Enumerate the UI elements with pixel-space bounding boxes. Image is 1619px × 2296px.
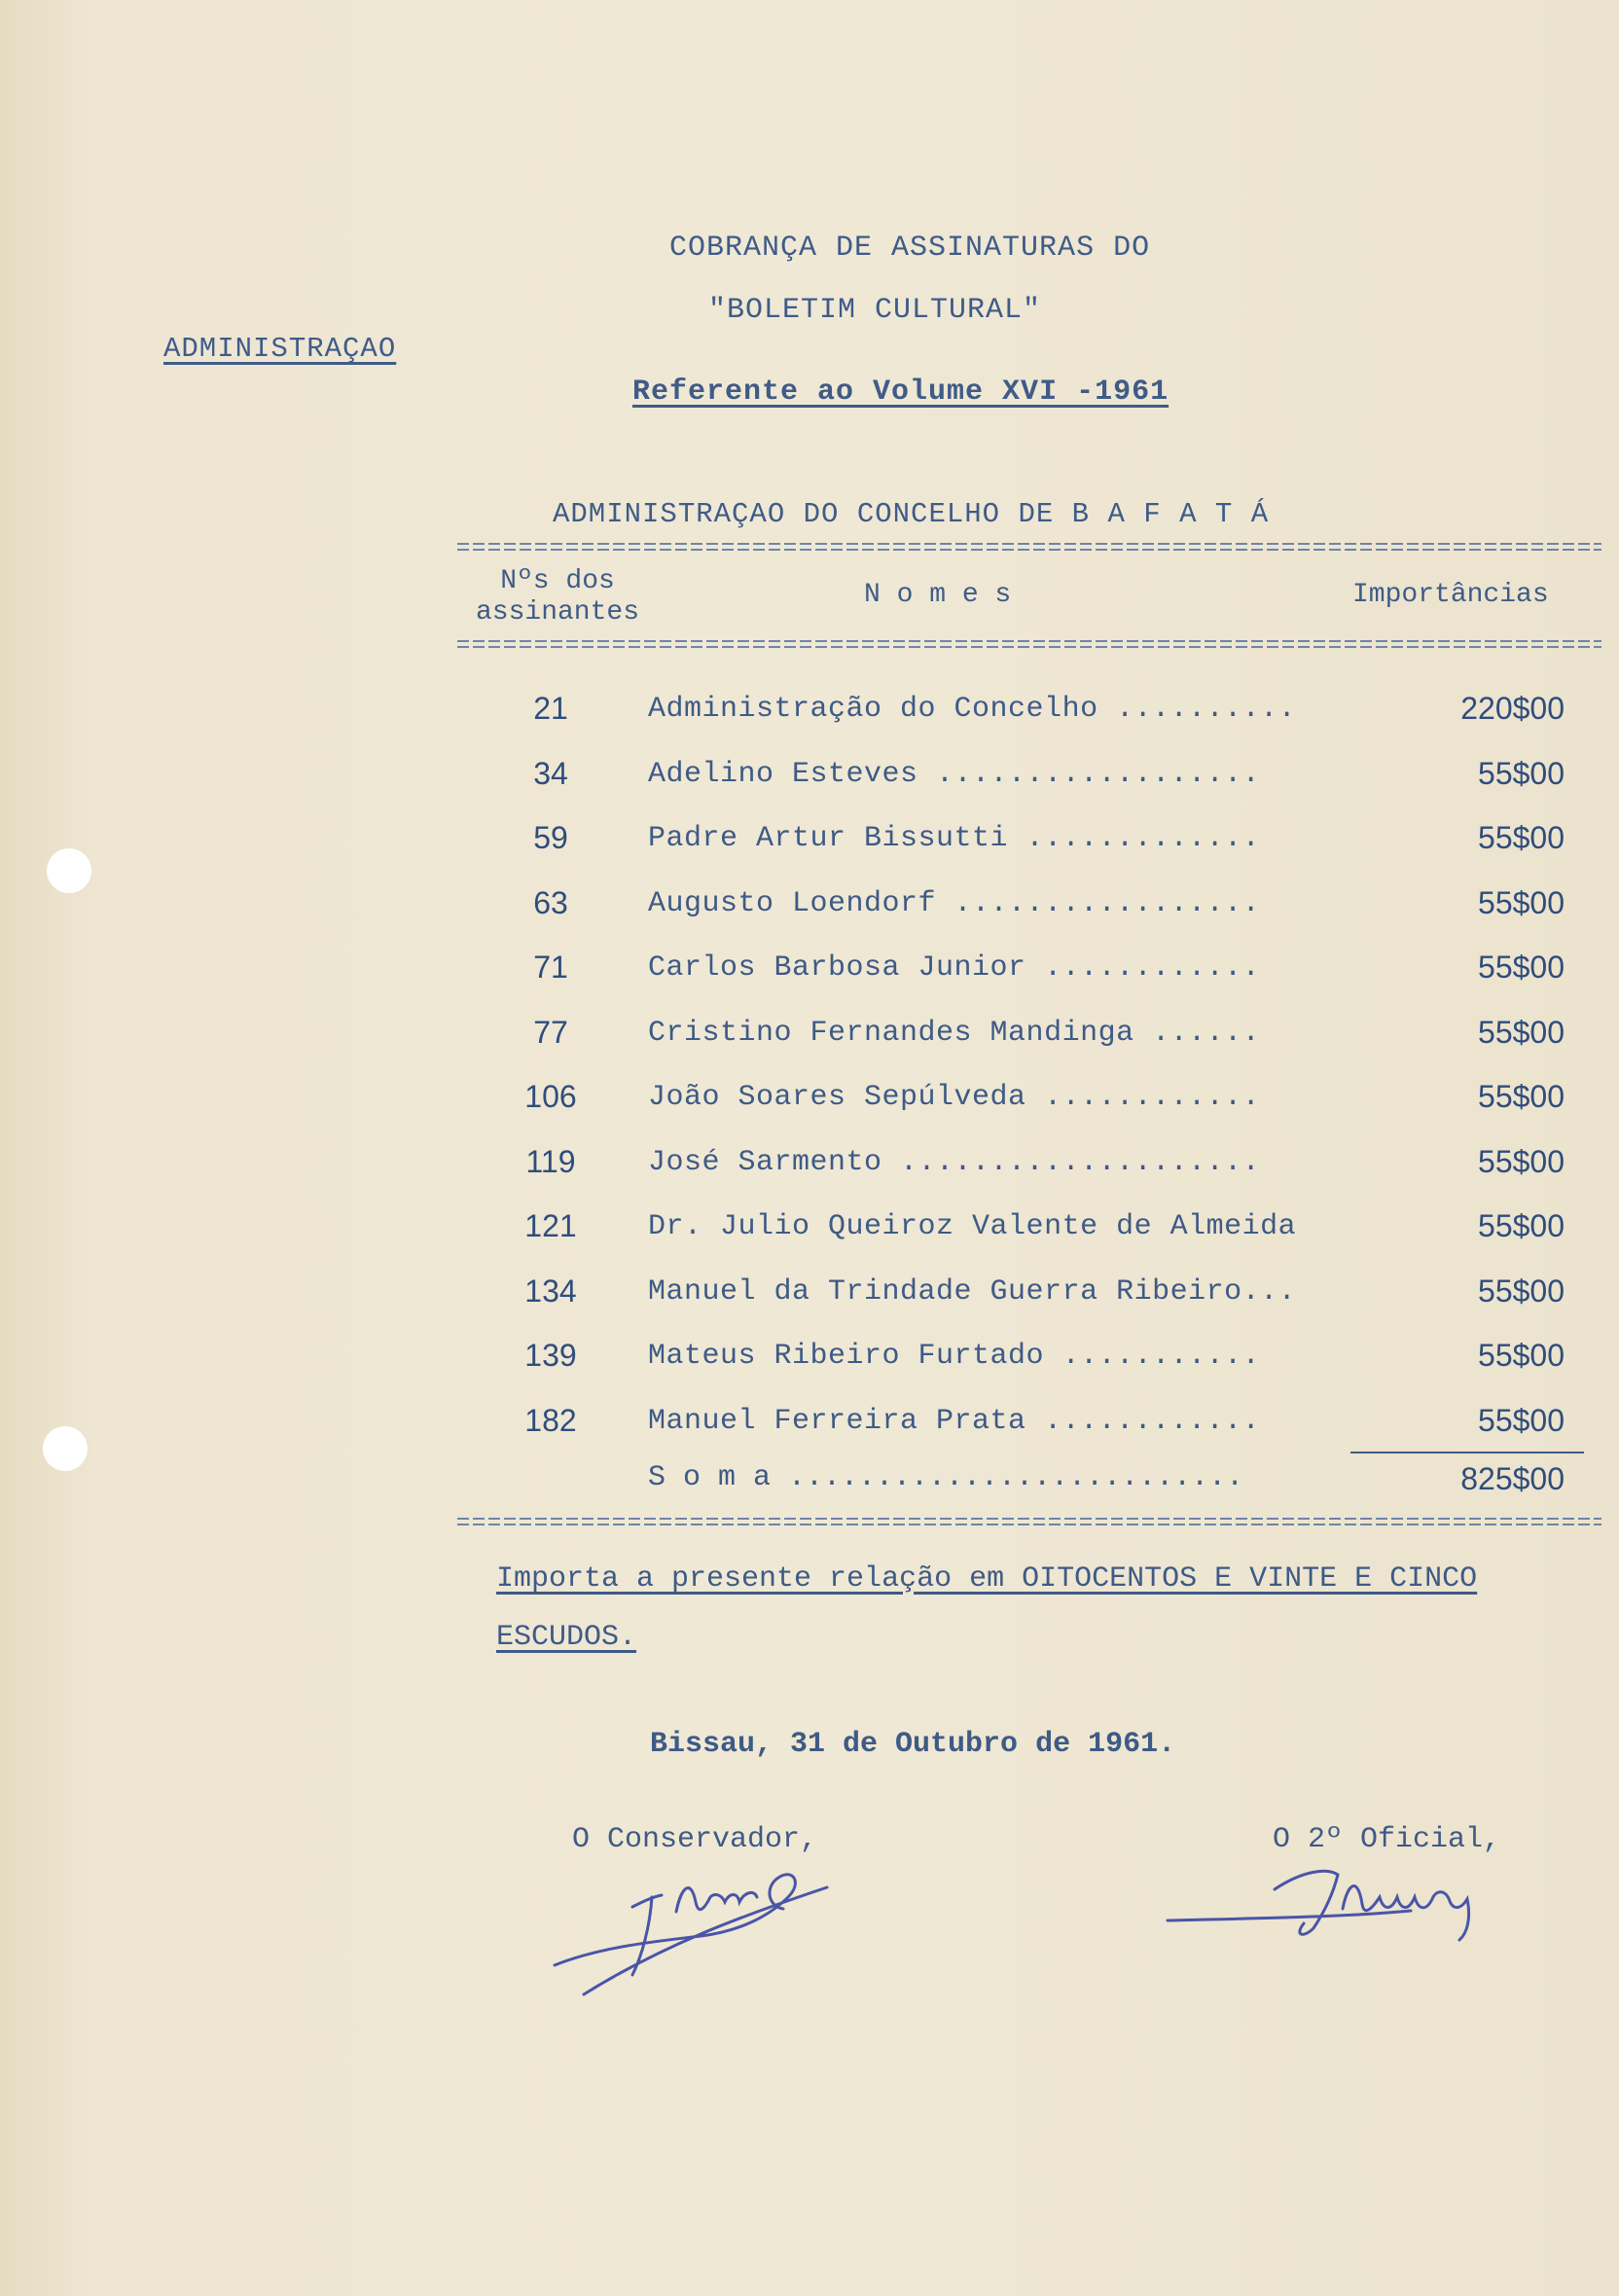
subscriber-name: Administração do Concelho .......... bbox=[648, 693, 1297, 726]
subscriber-number: 63 bbox=[533, 884, 568, 920]
subscriber-amount: 55$00 bbox=[1478, 884, 1565, 920]
subscriber-amount: 55$00 bbox=[1478, 950, 1565, 985]
rule-bottom bbox=[457, 1516, 1601, 1527]
place-date: Bissau, 31 de Outubro de 1961. bbox=[650, 1728, 1176, 1761]
subscriber-name: Augusto Loendorf ................. bbox=[648, 886, 1261, 920]
table-row bbox=[457, 1079, 1601, 1144]
subscriber-number: 121 bbox=[524, 1208, 577, 1243]
subscriber-amount: 55$00 bbox=[1478, 1208, 1565, 1243]
signer-conservador: O Conservador, bbox=[572, 1823, 818, 1856]
table-row bbox=[457, 1338, 1601, 1403]
punch-hole-bottom bbox=[43, 1426, 88, 1471]
total-amount: 825$00 bbox=[1460, 1461, 1565, 1496]
volume-reference: Referente ao Volume XVI -1961 bbox=[632, 376, 1169, 409]
table-row bbox=[457, 1144, 1601, 1209]
subscriber-amount: 55$00 bbox=[1478, 1273, 1565, 1309]
subscriber-amount: 55$00 bbox=[1478, 1143, 1565, 1179]
subscriber-number: 182 bbox=[524, 1402, 577, 1438]
table-row bbox=[457, 885, 1601, 951]
subscriber-amount: 55$00 bbox=[1478, 1014, 1565, 1050]
subscriber-amount: 55$00 bbox=[1478, 1079, 1565, 1114]
subscriber-number: 34 bbox=[533, 755, 568, 791]
total-label: S o m a .......................... bbox=[648, 1461, 1244, 1494]
signature-conservador bbox=[545, 1848, 856, 2004]
subscriber-name: Manuel Ferreira Prata ............ bbox=[648, 1404, 1261, 1438]
subscriber-table bbox=[457, 691, 1601, 1467]
subscriber-name: Carlos Barbosa Junior ............ bbox=[648, 951, 1261, 985]
subscriber-name: Manuel da Trindade Guerra Ribeiro... bbox=[648, 1274, 1297, 1309]
table-row bbox=[457, 1403, 1601, 1468]
table-row bbox=[457, 691, 1601, 756]
rule-header bbox=[457, 638, 1601, 650]
table-row bbox=[457, 1208, 1601, 1274]
table-row bbox=[457, 950, 1601, 1015]
subscriber-amount: 55$00 bbox=[1478, 820, 1565, 855]
sum-underline bbox=[1350, 1452, 1584, 1453]
table-row bbox=[457, 1015, 1601, 1080]
subscriber-amount: 55$00 bbox=[1478, 1402, 1565, 1438]
table-row bbox=[457, 820, 1601, 885]
subscriber-amount: 55$00 bbox=[1478, 755, 1565, 791]
subscriber-number: 77 bbox=[533, 1014, 568, 1050]
subscriber-name: Padre Artur Bissutti ............. bbox=[648, 822, 1261, 855]
subscriber-name: João Soares Sepúlveda ............ bbox=[648, 1081, 1261, 1114]
punch-hole-top bbox=[47, 848, 91, 893]
total-row bbox=[457, 1461, 1601, 1500]
column-header-names: N o m e s bbox=[864, 580, 1012, 610]
amount-in-words: Importa a presente relação em OITOCENTOS E VINTE E CINCO bbox=[496, 1562, 1478, 1596]
subscriber-name: Adelino Esteves .................. bbox=[648, 757, 1261, 791]
table-row bbox=[457, 756, 1601, 821]
subscriber-name: Cristino Fernandes Mandinga ...... bbox=[648, 1016, 1261, 1050]
subscriber-number: 59 bbox=[533, 820, 568, 855]
subscriber-number: 71 bbox=[533, 950, 568, 985]
subscriber-number: 119 bbox=[525, 1143, 576, 1179]
subscriber-name: Mateus Ribeiro Furtado ........... bbox=[648, 1340, 1261, 1373]
column-header-amount: Importâncias bbox=[1352, 580, 1549, 610]
section-heading: ADMINISTRAÇAO DO CONCELHO DE B A F A T Á bbox=[553, 498, 1270, 530]
rule-top bbox=[457, 541, 1601, 553]
document-subtitle: "BOLETIM CULTURAL" bbox=[708, 294, 1042, 327]
department-label: ADMINISTRAÇAO bbox=[163, 333, 397, 365]
amount-in-words-currency: ESCUDOS. bbox=[496, 1621, 637, 1654]
subscriber-number: 21 bbox=[533, 691, 568, 726]
subscriber-number: 139 bbox=[524, 1338, 577, 1373]
subscriber-amount: 55$00 bbox=[1478, 1338, 1565, 1373]
table-row bbox=[457, 1274, 1601, 1339]
column-header-number: Nºs dos assinantes bbox=[475, 566, 640, 628]
subscriber-number: 134 bbox=[524, 1273, 577, 1309]
document-title: COBRANÇA DE ASSINATURAS DO bbox=[669, 232, 1151, 265]
subscriber-number: 106 bbox=[524, 1079, 577, 1114]
signature-oficial bbox=[1158, 1850, 1528, 1967]
subscriber-amount: 220$00 bbox=[1460, 691, 1565, 726]
subscriber-name: Dr. Julio Queiroz Valente de Almeida bbox=[648, 1210, 1297, 1243]
subscriber-name: José Sarmento .................... bbox=[648, 1145, 1261, 1179]
signer-oficial: O 2º Oficial, bbox=[1273, 1823, 1501, 1856]
